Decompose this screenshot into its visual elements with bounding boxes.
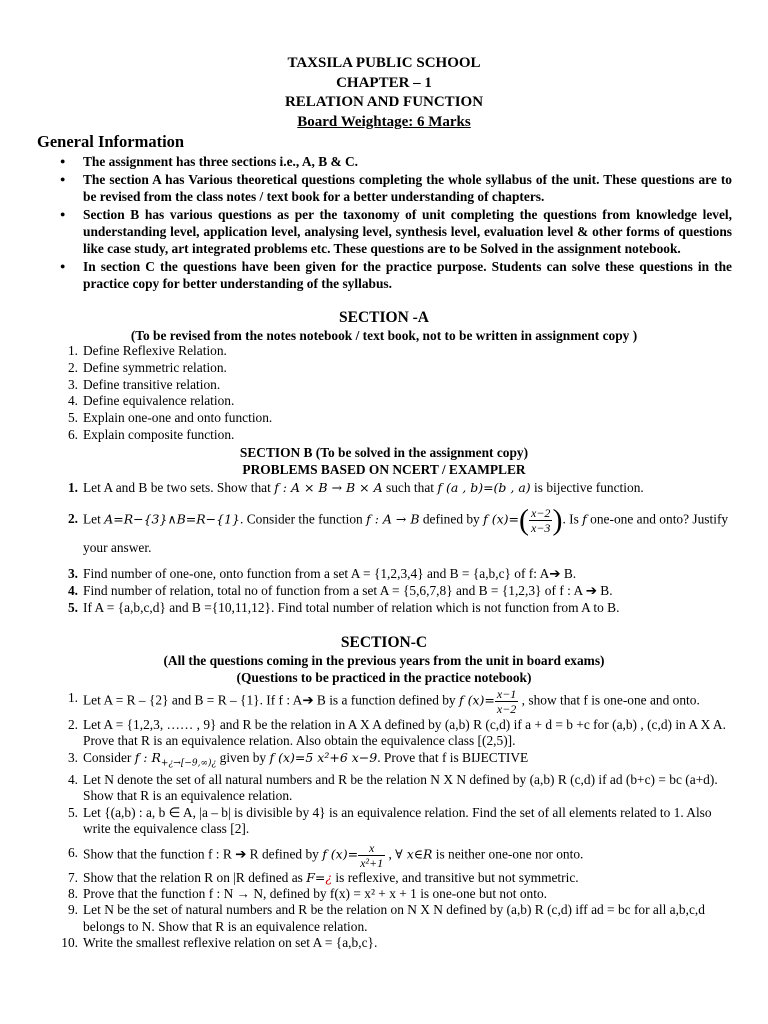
- list-item: 7. Show that the relation R on |R defined as F=¿ is reflexive, and transitive but not symmetric.: [67, 869, 579, 885]
- list-item: 6. Show that the function f : R ➔ R defined by f (x)= $\frac{x}{\text{x²+1}}$ , ∀ x∈R is neither one-one nor onto.: [67, 840, 584, 870]
- list-item: 3. Define transitive relation.: [67, 376, 221, 392]
- section-c-title: SECTION-C: [340, 634, 428, 651]
- list-item: 4. Find number of relation, total no of function from a set A = {5,6,7,8} and B = {1,2,3} of f : A ➔ B.: [67, 583, 613, 598]
- list-item: 5. If A = {a,b,c,d} and B ={10,11,12}. Find total number of relation which is not function from A to B.: [67, 600, 620, 615]
- school-name: TAXSILA PUBLIC SCHOOL: [287, 55, 481, 71]
- list-item: ● Section B has various questions as per the taxonomy of unit completing the questions from knowledge level, understanding level, application level, analysing level, synthesis level, evaluation level & other forms of questions like case study, art integrated problems etc. These questions are to be Solved in the assignment notebook.: [60, 206, 732, 257]
- section-a-title: SECTION -A: [338, 309, 429, 326]
- list-item: 2. Define symmetric relation.: [67, 359, 227, 375]
- list-item: 6. Explain composite function.: [67, 426, 235, 442]
- list-item: 2. Let A = {1,2,3, …… , 9} and R be the relation in A X A defined by (a,b) R (c,d) if a + d = b +c for (a,b) , (c,d) in A X A. Prove that R is an equivalence relation. Also obtain the equivalence class [(2,5)].: [67, 717, 726, 749]
- chapter-topic: RELATION AND FUNCTION: [284, 94, 484, 110]
- list-item: 1. Let A and B be two sets. Show that f : A × B → B × A such that f (a , b)=(b , a) is bijective function.: [67, 480, 644, 495]
- board-weightage: Board Weightage: 6 Marks: [297, 113, 471, 130]
- section-b-list: [58, 479, 738, 616]
- list-item: ● The assignment has three sections i.e., A, B & C.: [60, 153, 732, 170]
- section-b-title: SECTION B (To be solved in the assignment copy): [239, 445, 529, 460]
- general-info-title: General Information: [37, 132, 185, 151]
- list-item: 4. Let N denote the set of all natural numbers and R be the relation N X N defined by (a,b) R (c,d) if ad (b+c) = bc (a+d). Show that R is an equivalence relation.: [67, 771, 718, 804]
- chapter-number: CHAPTER – 1: [336, 74, 432, 91]
- section-c-heading: [0, 633, 768, 686]
- section-a-list: [58, 343, 738, 444]
- general-info-list: [60, 153, 732, 293]
- section-b-subtitle: PROBLEMS BASED ON NCERT / EXAMPLER: [242, 462, 526, 477]
- list-item: 3. Consider f : $R_{+¿\to[-9,\infty)¿}$ given by f (x)=5 x²+6 x−9. Prove that f is BIJECTIVE: [67, 749, 529, 769]
- section-a-subtitle: (To be revised from the notes notebook / text book, not to be written in assignment copy ): [130, 328, 638, 343]
- section-b-heading: [0, 444, 768, 478]
- list-item: 10. Write the smallest reflexive relation on set A = {a,b,c}.: [61, 935, 378, 951]
- list-item: 4. Define equivalence relation.: [67, 393, 235, 409]
- section-a-heading: [0, 308, 768, 344]
- list-item: 8. Prove that the function f : N → N, defined by f(x) = x² + x + 1 is one-one but not onto.: [67, 885, 548, 901]
- list-item: 5. Explain one-one and onto function.: [67, 410, 273, 426]
- list-item: 9. Let N be the set of natural numbers and R be the relation on N X N defined by (a,b) R (c,d) iff ad = bc for all a,b,c,d belongs to N. Show that R is an equivalence relation.: [67, 902, 705, 934]
- section-c-list: [58, 687, 738, 952]
- list-item: 1. Let A = R – {2} and B = R – {1}. If f : A➔ B is a function defined by f (x)= $\frac{x-1}{x-2}$ , show that f is one-one and onto.: [67, 687, 700, 716]
- section-c-subtitle-1: (All the questions coming in the previous years from the unit in board exams): [163, 653, 605, 668]
- list-item: 1. Define Reflexive Relation.: [67, 343, 227, 358]
- section-c-subtitle-2: (Questions to be practiced in the practice notebook): [236, 670, 532, 685]
- list-item: 2. Let A=R−{3}∧B=R−{1}. Consider the function f : A → B defined by f (x)=( $\frac{x-2}{x-3}$ ). Is f one-one and onto? Justify your answer.: [67, 503, 729, 555]
- list-item: ● In section C the questions have been given for the practice purpose. Students can solve these questions in the practice copy for better understanding of the syllabus.: [60, 258, 732, 292]
- document-header: [0, 54, 768, 132]
- list-item: ● The section A has Various theoretical questions completing the whole syllabus of the unit. These questions are to be revised from the class notes / text book for a better understanding of chapters.: [60, 171, 732, 205]
- list-item: 5. Let {(a,b) : a, b ∈ A, |a – b| is divisible by 4} is an equivalence relation. Find the set of all elements related to 1. Also write the equivalence class [2].: [67, 804, 712, 837]
- list-item: 3. Find number of one-one, onto function from a set A = {1,2,3,4} and B = {a,b,c} of f: A➔ B.: [67, 566, 577, 581]
